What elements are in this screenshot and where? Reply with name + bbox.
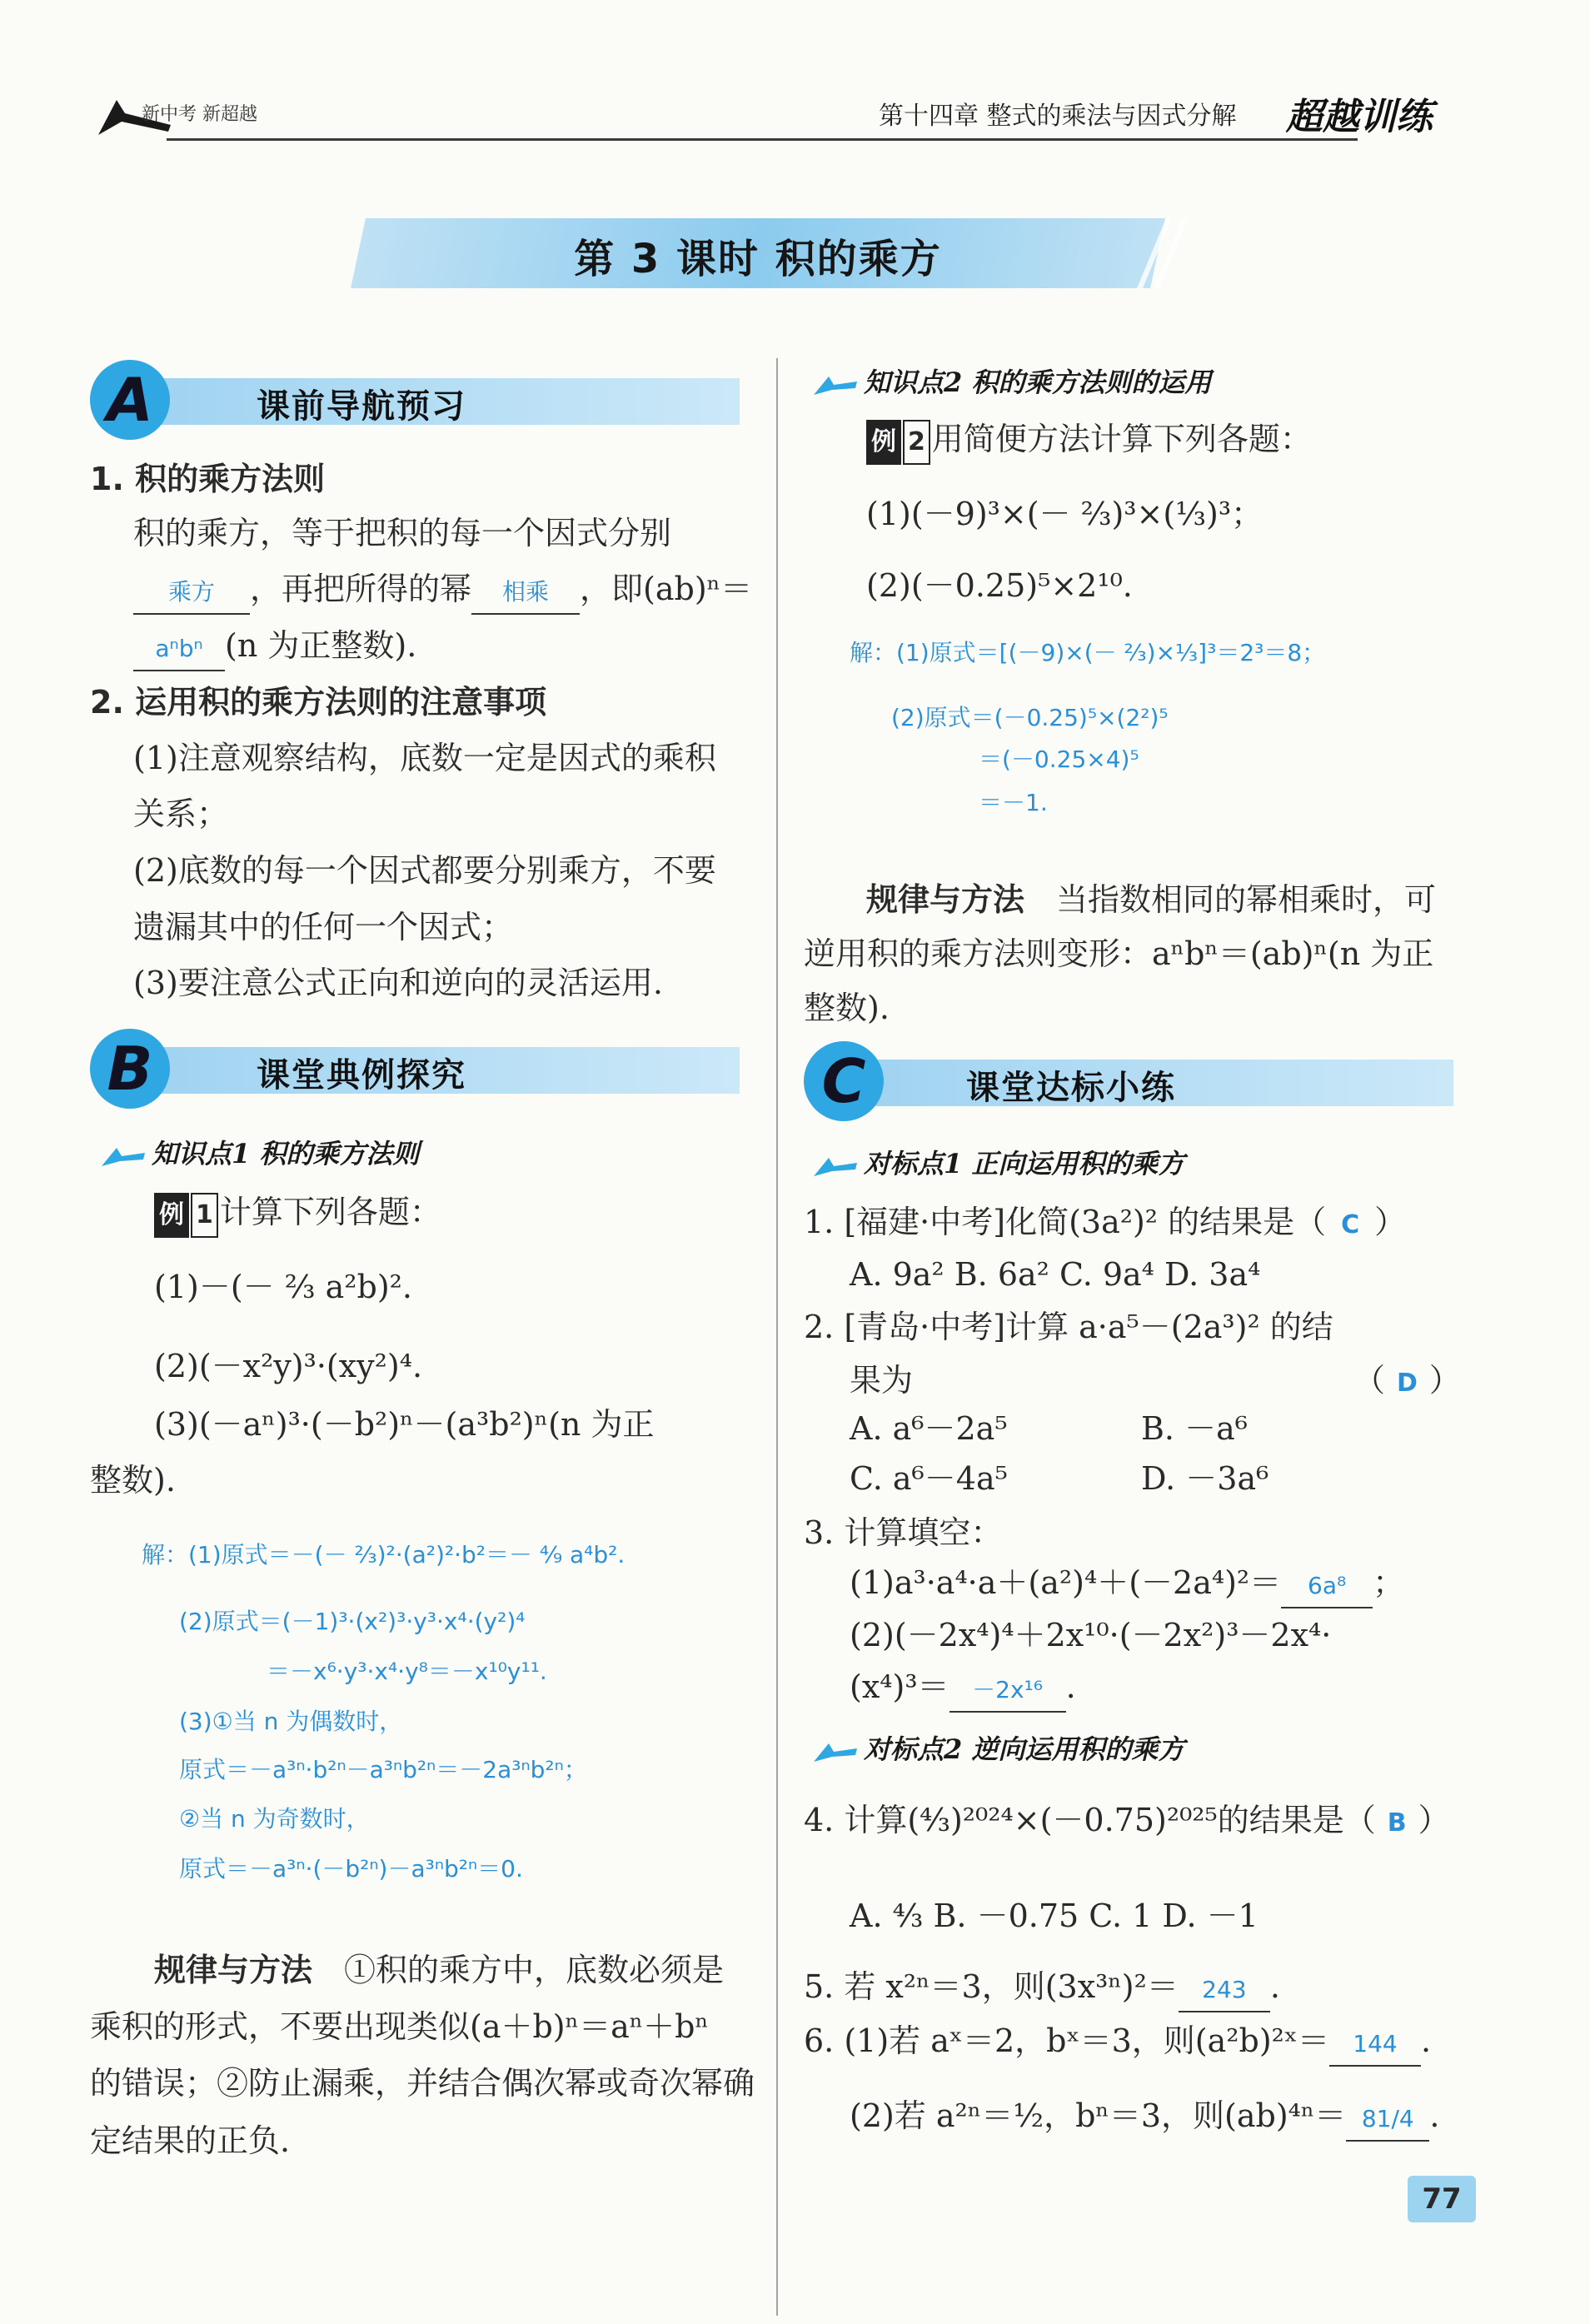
target-point-1: 对标点1 正向运用积的乘方 xyxy=(812,1143,1184,1181)
exercise-2-option-a: A. a⁶－2a⁵ xyxy=(850,1410,1008,1447)
section-title: 课前导航预习 xyxy=(257,387,466,426)
column-divider xyxy=(776,358,778,2316)
knowledge-point-1: 知识点1 积的乘方法则 xyxy=(100,1133,419,1171)
solution-line: ＝(－0.25×4)⁵ xyxy=(979,746,1139,773)
prev-line: (1)注意观察结构，底数一定是因式的乘积 xyxy=(133,740,716,776)
solution-line: ②当 n 为奇数时， xyxy=(179,1805,370,1833)
section-title: 课堂达标小练 xyxy=(966,1069,1176,1107)
solution-line: ＝－1. xyxy=(979,789,1048,816)
solution-line: ＝－x⁶·y³·x⁴·y⁸＝－x¹⁰y¹¹. xyxy=(267,1658,547,1685)
brand-text: 新中考 新超越 xyxy=(142,104,257,125)
solution-line: (3)①当 n 为偶数时， xyxy=(179,1708,403,1735)
solution-line: 解：(1)原式＝－(－ ²⁄₃)²·(a²)²·b²＝－ ⁴⁄₉ a⁴b². xyxy=(142,1541,626,1568)
prev-line: 关系； xyxy=(133,795,229,832)
exercise-3-2: (2)(－2x⁴)⁴＋2x¹⁰·(－2x²)³－2x⁴· xyxy=(850,1617,1332,1653)
blank-answer: 243 xyxy=(1179,1969,1270,2012)
solution-line: 原式＝－a³ⁿ·b²ⁿ－a³ⁿb²ⁿ＝－2a³ⁿb²ⁿ； xyxy=(179,1756,587,1783)
exercise-2-option-d: D. －3a⁶ xyxy=(1141,1460,1269,1497)
arrow-icon xyxy=(100,1145,147,1168)
answer-choice: B xyxy=(1387,1808,1407,1838)
blank-answer: 81/4 xyxy=(1346,2098,1429,2142)
series-title: 超越训练 xyxy=(1286,96,1433,138)
exercise-6-2: (2)若 a²ⁿ＝½，bⁿ＝3，则(ab)⁴ⁿ＝ 81/4 . xyxy=(850,2095,1439,2142)
section-letter: A xyxy=(90,360,170,440)
method-line: 的错误；②防止漏乘，并结合偶次幂或奇次幂确 xyxy=(90,2065,755,2102)
blank-answer: －2x¹⁶ xyxy=(950,1669,1066,1713)
blank-answer: 乘方 xyxy=(133,571,250,615)
example-q3-cont: 整数). xyxy=(90,1462,176,1499)
exercise-2-option-b: B. －a⁶ xyxy=(1141,1410,1248,1447)
section-title: 课堂典例探究 xyxy=(257,1056,466,1095)
exercise-6: 6. (1)若 aˣ＝2，bˣ＝3，则(a²b)²ˣ＝ 144 . xyxy=(804,2020,1431,2067)
blank-answer: 6a⁸ xyxy=(1281,1565,1373,1608)
arrow-icon xyxy=(812,1155,859,1178)
header-rule xyxy=(167,138,1358,141)
exercise-3: 3. 计算填空： xyxy=(804,1514,1003,1551)
exercise-2: 2. [青岛·中考]计算 a·a⁵－(2a³)² 的结 xyxy=(804,1309,1333,1345)
page-number: 77 xyxy=(1408,2176,1476,2222)
example-q1: (1)－(－ ²⁄₃ a²b)². xyxy=(154,1269,412,1305)
section-letter: B xyxy=(90,1029,170,1109)
method-note: 规律与方法 ①积的乘方中，底数必须是 xyxy=(154,1952,725,1988)
exercise-2-option-c: C. a⁶－4a⁵ xyxy=(850,1460,1008,1497)
example-1: 例 1 计算下列各题： xyxy=(154,1191,441,1238)
exercise-1: 1. [福建·中考]化简(3a²)² 的结果是（ C ） xyxy=(804,1204,1407,1240)
section-a-header xyxy=(90,360,740,435)
prev-line-blanks: aⁿbⁿ (n 为正整数). xyxy=(133,625,416,671)
example-q3: (3)(－aⁿ)³·(－b²)ⁿ－(a³b²)ⁿ(n 为正 xyxy=(154,1406,655,1443)
prev-line: 积的乘方，等于把积的每一个因式分别 xyxy=(133,515,672,551)
example-2-q1: (1)(－9)³×(－ ²⁄₃)³×(⅓)³； xyxy=(866,496,1264,532)
blank-answer: 144 xyxy=(1329,2023,1421,2067)
section-c-header xyxy=(804,1041,1453,1116)
chapter-title: 第十四章 整式的乘法与因式分解 xyxy=(879,102,1237,131)
page-header xyxy=(92,83,1449,150)
method-line: 逆用积的乘方法则变形：aⁿbⁿ＝(ab)ⁿ(n 为正 xyxy=(804,935,1434,972)
exercise-4: 4. 计算(⁴⁄₃)²⁰²⁴×(－0.75)²⁰²⁵的结果是（ B ） xyxy=(804,1802,1450,1838)
prev-line: (3)要注意公式正向和逆向的灵活运用. xyxy=(133,965,663,1001)
answer-choice: D xyxy=(1397,1369,1418,1398)
prev-line-blanks: 乘方 ，再把所得的幂 相乘 ，即(ab)ⁿ＝ xyxy=(133,568,752,615)
prev-line: 遗漏其中的任何一个因式； xyxy=(133,909,514,945)
arrow-icon xyxy=(812,1740,859,1763)
exercise-3-1: (1)a³·a⁴·a＋(a²)⁴＋(－2a⁴)²＝ 6a⁸ ； xyxy=(850,1562,1404,1608)
method-line: 乘积的形式，不要出现类似(a＋b)ⁿ＝aⁿ＋bⁿ xyxy=(90,2008,709,2045)
prev-line: (2)底数的每一个因式都要分别乘方，不要 xyxy=(133,852,716,889)
exercise-3-3: (x⁴)³＝ －2x¹⁶ . xyxy=(850,1666,1076,1713)
blank-answer: aⁿbⁿ xyxy=(133,628,225,671)
exercise-2-cont: 果为 xyxy=(850,1362,914,1399)
method-line: 定结果的正负. xyxy=(90,2122,291,2159)
prev-item-2: 2. 运用积的乘方法则的注意事项 xyxy=(90,684,547,721)
exercise-1-options: A. 9a² B. 6a² C. 9a⁴ D. 3a⁴ xyxy=(850,1256,1261,1293)
exercise-4-options: A. ⁴⁄₃ B. －0.75 C. 1 D. －1 xyxy=(850,1898,1259,1934)
example-2-q2: (2)(－0.25)⁵×2¹⁰. xyxy=(866,567,1133,604)
exercise-5: 5. 若 x²ⁿ＝3，则(3x³ⁿ)²＝ 243 . xyxy=(804,1966,1280,2012)
knowledge-point-2: 知识点2 积的乘方法则的运用 xyxy=(812,362,1211,400)
solution-line: 原式＝－a³ⁿ·(－b²ⁿ)－a³ⁿb²ⁿ＝0. xyxy=(179,1855,523,1883)
exercise-2-answer: （ D ） xyxy=(1353,1362,1461,1399)
example-2: 例 2 用简便方法计算下列各题： xyxy=(866,418,1312,465)
solution-line: (2)原式＝(－0.25)⁵×(2²)⁵ xyxy=(891,704,1169,731)
target-point-2: 对标点2 逆向运用积的乘方 xyxy=(812,1728,1184,1767)
solution-line: (2)原式＝(－1)³·(x²)³·y³·x⁴·(y²)⁴ xyxy=(179,1608,526,1635)
answer-choice: C xyxy=(1341,1210,1360,1239)
section-b-header xyxy=(90,1029,740,1104)
method-note: 规律与方法 当指数相同的幂相乘时，可 xyxy=(866,881,1437,918)
blank-answer: 相乘 xyxy=(471,571,580,615)
section-letter: C xyxy=(804,1041,884,1121)
method-line: 整数). xyxy=(804,990,890,1026)
prev-item-1: 1. 积的乘方法则 xyxy=(90,461,326,497)
solution-line: 解：(1)原式＝[(－9)×(－ ²⁄₃)×⅓]³＝2³＝8； xyxy=(850,639,1326,666)
lesson-title: 第 3 课时 积的乘方 xyxy=(574,236,942,282)
arrow-icon xyxy=(812,373,859,396)
example-q2: (2)(－x²y)³·(xy²)⁴. xyxy=(154,1348,423,1384)
